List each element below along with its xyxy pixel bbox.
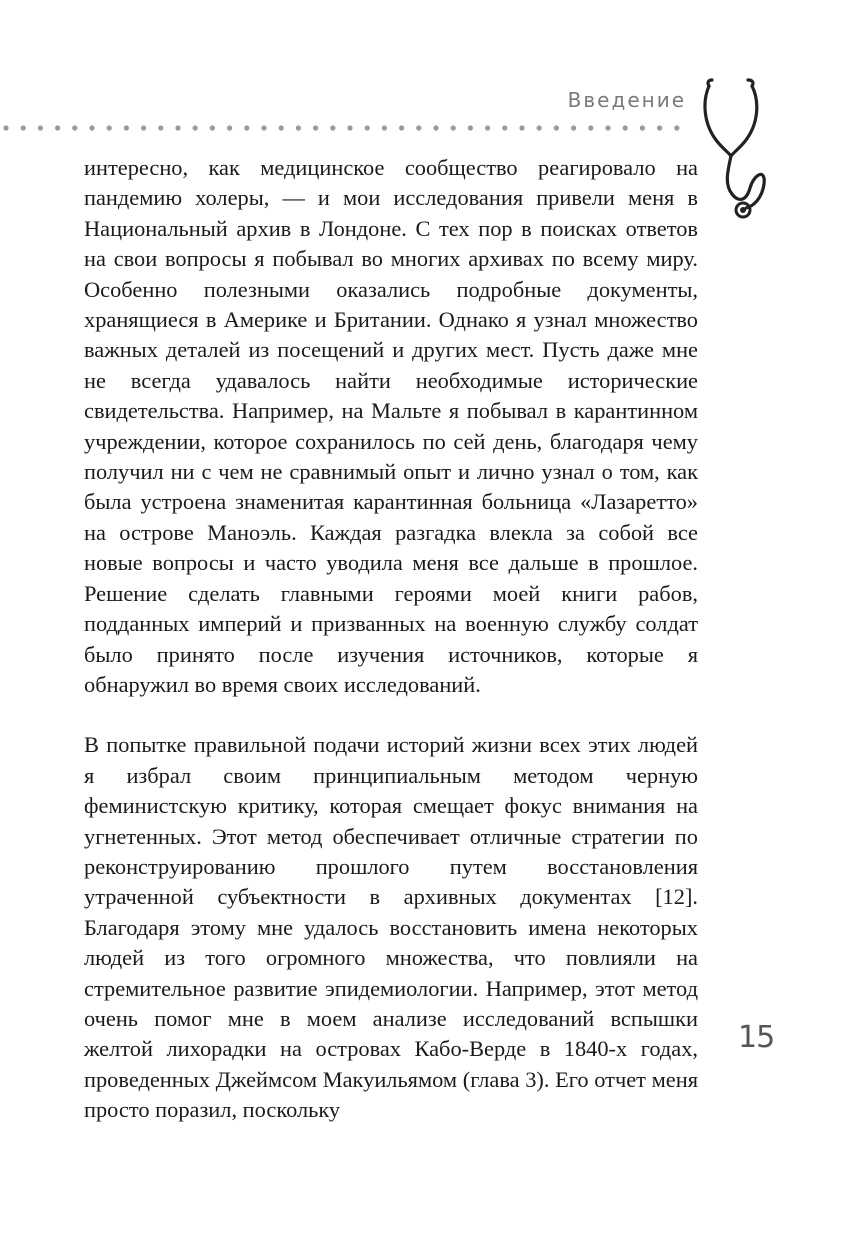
paragraph: В попытке правильной подачи историй жизни всех этих людей я избрал своим принципиальным методом черную феминистскую критику, которая смещает фокус внимания на угнетенных. Этот метод обеспечивает отличные стратегии по реконструированию прошлого путем восстановления утраченной субъектности в архивных документах [12]. Благодаря этому мне удалось восстановить имена некоторых людей из того огромного множества, что повлияли на стремительное развитие эпидемиологии. Например, этот метод очень помог мне в моем анализе исследований вспышки желтой лихорадки на островах Кабо-Верде в 1840-х годах, проведенных Джеймсом Макуильямом (глава 3). Его отчет меня просто поразил, поскольку [84,732,698,1123]
body-text [84,153,698,1126]
running-header-title: Введение [567,88,686,112]
paragraph: интересно, как медицинское сообщество реагировало на пандемию холеры, — и мои исследования привели меня в Национальный архив в Лондоне. С тех пор в поисках ответов на свои вопросы я побывал во многих архивах по всему миру. Особенно полезными оказались подробные документы, хранящиеся в Америке и Британии. Однако я узнал множество важных деталей из посещений и других мест. Пусть даже мне не всегда удавалось найти необходимые исторические свидетельства. Например, на Мальте я побывал в карантинном учреждении, которое сохранилось по сей день, благодаря чему получил ни с чем не сравнимый опыт и лично узнал о том, как была устроена знаменитая карантинная больница «Лазаретто» на острове Маноэль. Каждая разгадка влекла за собой все новые вопросы и часто уводила меня все дальше в прошлое. Решение сделать главными героями моей книги рабов, подданных империй и призванных на военную службу солдат было принято после изучения источников, которые я обнаружил во время своих исследований. [84,155,698,697]
page-number: 15 [738,1020,775,1055]
stethoscope-icon [698,72,768,222]
dotted-rule [0,121,690,135]
